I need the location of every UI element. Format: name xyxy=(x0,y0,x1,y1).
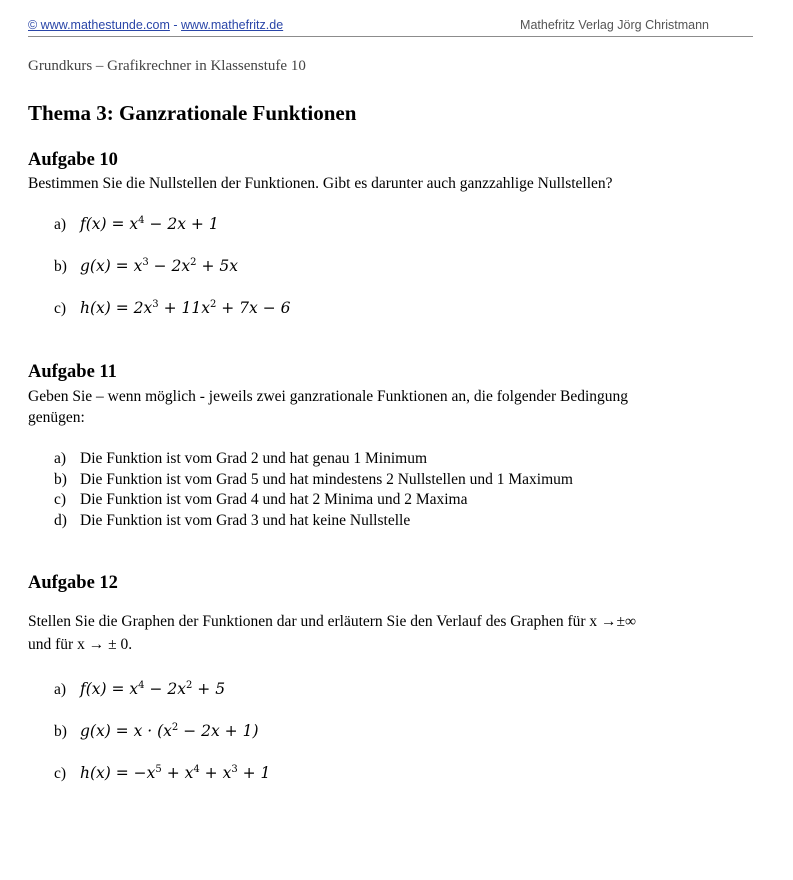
formula: $g(x) = x^3 - 2x^2 + 5x$ xyxy=(80,256,238,275)
formula: $f(x) = x^4 - 2x^2 + 5$ xyxy=(80,679,226,698)
task-10-text: Bestimmen Sie die Nullstellen der Funktionen. Gibt es darunter auch ganzzahlige Nullstellen? xyxy=(28,175,613,192)
task-12-text-line2: und für x → ± 0. xyxy=(28,636,133,653)
task-12-text-line1: Stellen Sie die Graphen der Funktionen dar und erläutern Sie den Verlauf des Graphen für x →±∞ xyxy=(28,613,637,630)
task-12-item-c xyxy=(54,764,270,783)
item-label: a) xyxy=(54,216,67,233)
mathestunde-link[interactable]: © www.mathestunde.com xyxy=(28,18,170,32)
task-10-item-c xyxy=(54,299,290,318)
page-header xyxy=(28,18,753,37)
formula: $f(x) = x^4 - 2x + 1$ xyxy=(80,214,219,233)
task-10-item-a xyxy=(54,215,219,234)
task-11-text-line1: Geben Sie – wenn möglich - jeweils zwei ganzrationale Funktionen an, die folgender Bedingung xyxy=(28,388,629,405)
mathefritz-link[interactable]: www.mathefritz.de xyxy=(181,18,284,32)
task-11-list xyxy=(54,449,573,531)
list-item: d) Die Funktion ist vom Grad 3 und hat keine Nullstelle xyxy=(54,511,411,529)
item-label: c) xyxy=(54,765,67,782)
task-10-title: Aufgabe 10 xyxy=(28,150,118,170)
task-11-title: Aufgabe 11 xyxy=(28,362,117,382)
task-11-text-line2: genügen: xyxy=(28,409,85,426)
task-12-title: Aufgabe 12 xyxy=(28,573,118,593)
list-item: c) Die Funktion ist vom Grad 4 und hat 2 Minima und 2 Maxima xyxy=(54,491,468,508)
formula: $h(x) = 2x^3 + 11x^2 + 7x - 6$ xyxy=(80,298,291,317)
item-label: a) xyxy=(54,681,67,698)
topic-title: Thema 3: Ganzrationale Funktionen xyxy=(28,101,357,125)
item-label: c) xyxy=(54,300,67,317)
task-10-item-b xyxy=(54,257,238,276)
list-item: a) Die Funktion ist vom Grad 2 und hat genau 1 Minimum xyxy=(54,450,428,467)
formula: $g(x) = x \cdot (x^2 - 2x + 1)$ xyxy=(80,721,259,740)
task-12-item-a xyxy=(54,680,225,699)
header-separator: - xyxy=(169,18,182,32)
task-12-item-b xyxy=(54,722,259,741)
publisher-name: Mathefritz Verlag Jörg Christmann xyxy=(520,18,709,32)
course-title: Grundkurs – Grafikrechner in Klassenstufe 10 xyxy=(28,58,306,74)
formula: $h(x) = -x^5 + x^4 + x^3 + 1$ xyxy=(80,763,271,782)
list-item: b) Die Funktion ist vom Grad 5 und hat mindestens 2 Nullstellen und 1 Maximum xyxy=(54,470,573,488)
item-label: b) xyxy=(54,258,67,275)
item-label: b) xyxy=(54,723,67,740)
